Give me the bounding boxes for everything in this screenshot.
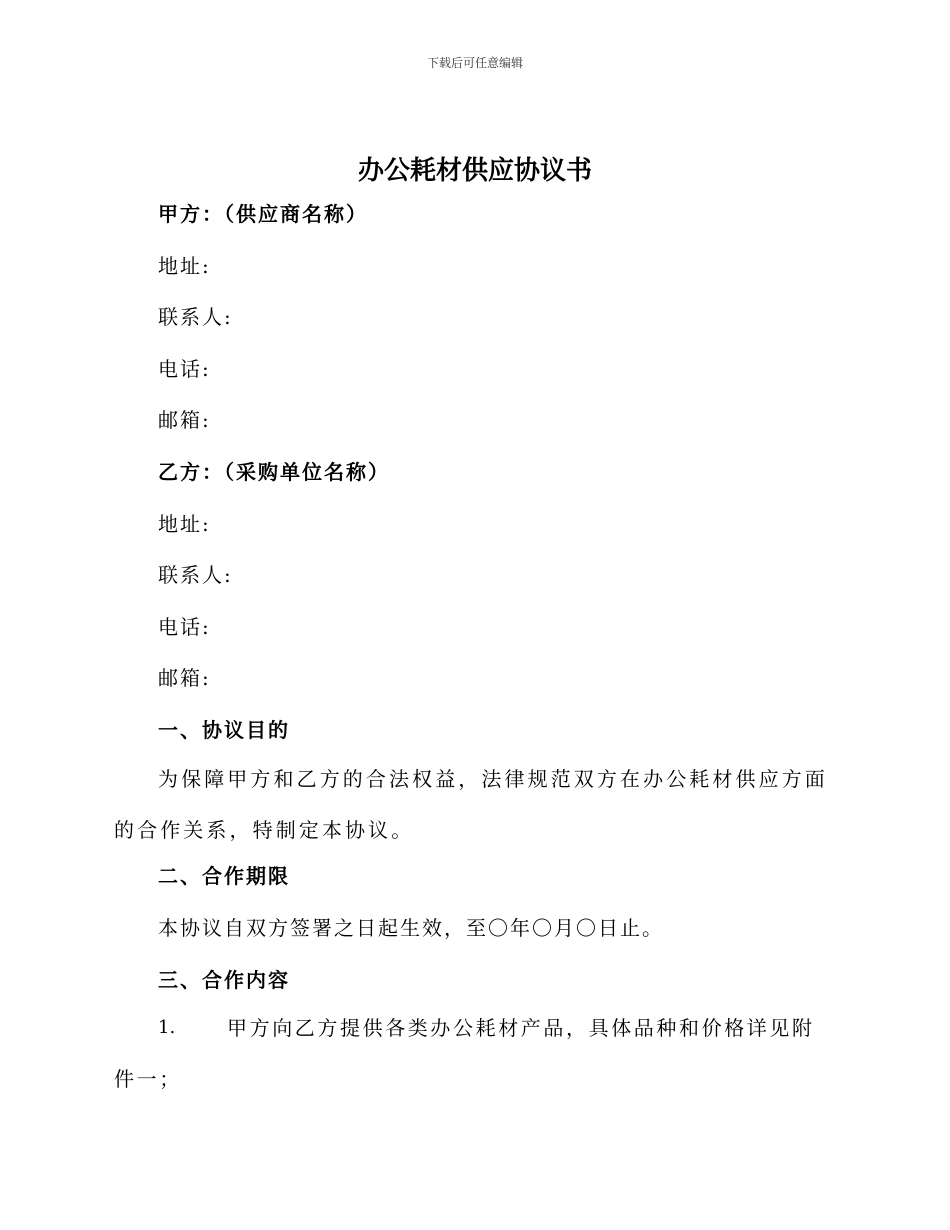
party-a-address: 地址: (158, 254, 211, 278)
party-a-phone: 电话: (158, 357, 211, 381)
header-note: 下载后可任意编辑 (426, 56, 523, 70)
party-b-heading: 乙方：（采购单位名称） (158, 460, 390, 484)
section-1-body: 为保障甲方和乙方的合法权益，法律规范双方在办公耗材供应方面的合作关系，特制定本协议。 (114, 767, 828, 842)
section-2-heading: 二、合作期限 (158, 864, 290, 888)
party-b-phone: 电话: (158, 615, 211, 639)
section-2-body: 本协议自双方签署之日起生效，至〇年〇月〇日止。 (158, 916, 664, 940)
party-a-heading: 甲方：（供应商名称） (158, 202, 368, 226)
party-b-contact: 联系人: (158, 563, 233, 587)
party-b-email: 邮箱: (158, 666, 211, 690)
party-a-email: 邮箱: (158, 408, 211, 432)
section-3-item-1-number: 1. (158, 1017, 176, 1038)
party-b-address: 地址: (158, 512, 211, 536)
party-a-contact: 联系人: (158, 305, 233, 329)
section-3-heading: 三、合作内容 (158, 968, 290, 992)
section-3-item-1-text: 甲方向乙方提供各类办公耗材产品，具体品种和价格详见附件一； (114, 1016, 815, 1091)
document-title: 办公耗材供应协议书 (357, 156, 592, 186)
section-1-heading: 一、协议目的 (158, 718, 290, 742)
